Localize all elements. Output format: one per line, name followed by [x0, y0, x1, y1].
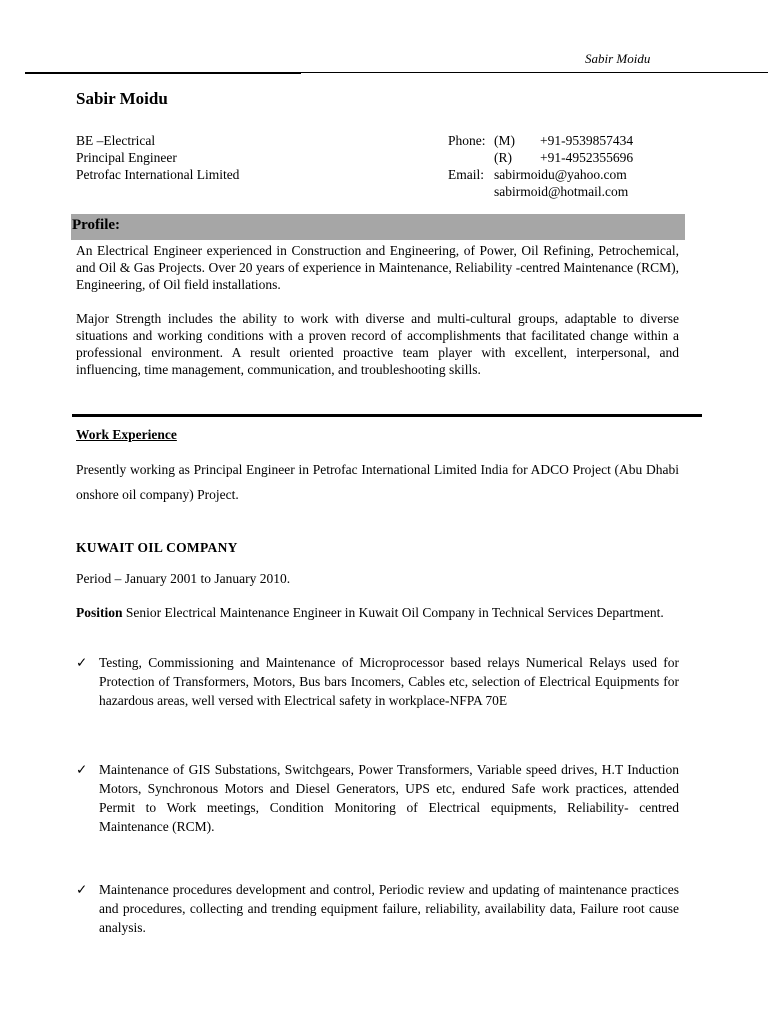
- phone-residence-row: [448, 149, 633, 166]
- employer-name: KUWAIT OIL COMPANY: [76, 540, 238, 555]
- candidate-name: Sabir Moidu: [76, 89, 168, 108]
- position-label: Position: [76, 605, 123, 620]
- email-row-2: [448, 183, 633, 200]
- profile-paragraph-2: Major Strength includes the ability to work with diverse and multi-cultural groups, adaptable to diverse situations and working conditions with a proven record of accomplishments that facilitated change within a professional environment. A result oriented proactive team player with excellent, interpersonal, and influencing, time management, communication, and troubleshooting skills.: [76, 311, 679, 377]
- phone-residence[interactable]: +91-4952355696: [540, 150, 634, 165]
- contact-block: [448, 132, 633, 200]
- phone-mobile[interactable]: +91-9539857434: [540, 133, 634, 148]
- qualification-block: [76, 132, 239, 183]
- work-experience-heading: Work Experience: [76, 427, 177, 442]
- list-item: [76, 653, 679, 710]
- checkmark-icon: ✓: [76, 882, 88, 897]
- work-intro: Presently working as Principal Engineer in Petrofac International Limited India for ADCO Project (Abu Dhabi onshore oil company) Project.: [76, 462, 679, 502]
- checkmark-icon: ✓: [76, 762, 88, 777]
- email-row-1: [448, 166, 633, 183]
- list-item: [76, 760, 679, 836]
- degree: BE –Electrical: [76, 133, 156, 148]
- phone-mobile-tag: (M): [494, 133, 515, 148]
- bullet-text-1: Testing, Commissioning and Maintenance of Microprocessor based relays Numerical Relays used for Protection of Transformers, Motors, Bus bars Incomers, Cables etc, selection of Electrical Equipments for hazardous areas, well versed with Electrical safety in workplace-NFPA 70E: [99, 655, 679, 708]
- profile-heading: Profile:: [72, 217, 121, 233]
- current-role: Principal Engineer: [76, 150, 177, 165]
- email-primary[interactable]: sabirmoidu@yahoo.com: [494, 167, 627, 182]
- email-secondary[interactable]: sabirmoid@hotmail.com: [494, 184, 629, 199]
- current-company: Petrofac International Limited: [76, 167, 240, 182]
- employment-period: Period – January 2001 to January 2010.: [76, 571, 291, 586]
- header-rule-accent: [25, 72, 301, 74]
- bullet-text-2: Maintenance of GIS Substations, Switchgears, Power Transformers, Variable speed drives, H.T Induction Motors, Synchronous Motors and Diesel Generators, UPS etc, endured Safe work practices, attended Permit to Work meetings, Condition Monitoring of Electrical equipments, Reliability- centred Maintenance (RCM).: [99, 762, 679, 834]
- position-line: [76, 603, 679, 622]
- checkmark-icon: ✓: [76, 655, 88, 670]
- phone-residence-tag: (R): [494, 150, 512, 165]
- bullet-text-3: Maintenance procedures development and control, Periodic review and updating of maintenance practices and procedures, collecting and trending equipment failure, reliability, availability data, Failure root cause analysis.: [99, 882, 679, 935]
- list-item: [76, 880, 679, 937]
- profile-heading-bar: [71, 214, 685, 240]
- section-divider: [72, 414, 702, 417]
- phone-mobile-row: [448, 132, 633, 149]
- running-header-name: Sabir Moidu: [585, 51, 651, 66]
- position-text: Senior Electrical Maintenance Engineer in Kuwait Oil Company in Technical Services Department.: [122, 605, 664, 620]
- profile-paragraph-1: An Electrical Engineer experienced in Construction and Engineering, of Power, Oil Refining, Petrochemical, and Oil & Gas Projects. Over 20 years of experience in Maintenance, Reliability -centred Maintenance (RCM), Engineering, of Oil field installations.: [76, 243, 679, 292]
- email-label: Email:: [448, 167, 484, 182]
- phone-label: Phone:: [448, 133, 486, 148]
